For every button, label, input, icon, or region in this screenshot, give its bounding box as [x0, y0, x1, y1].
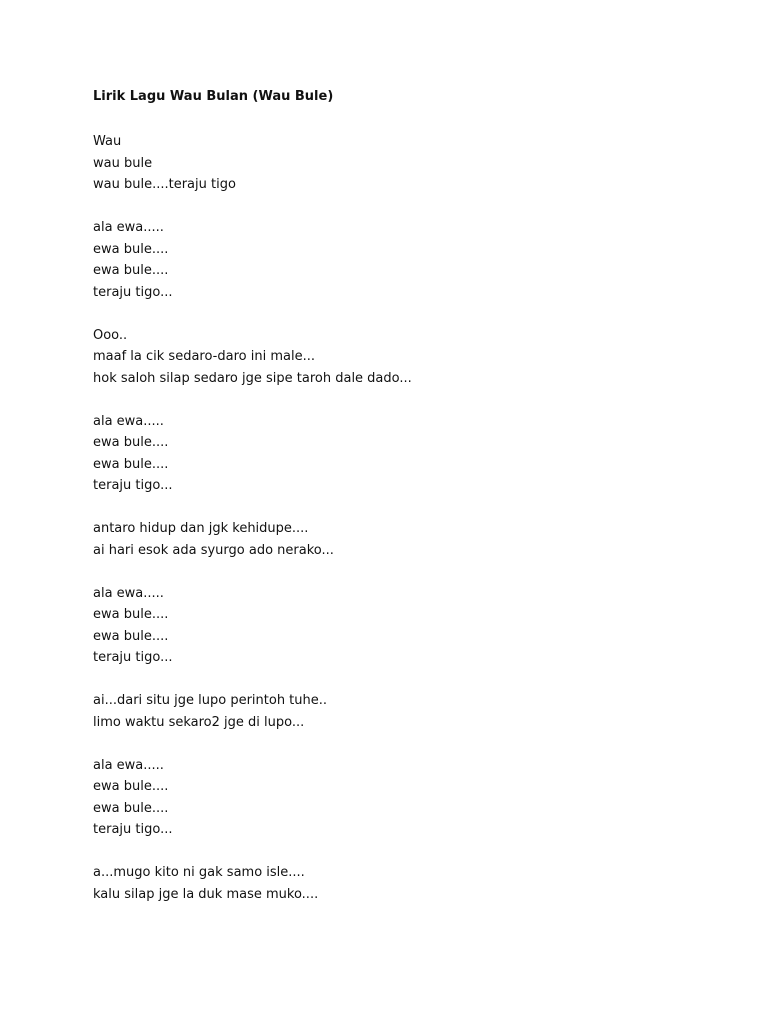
lyrics-line: a...mugo kito ni gak samo isle.... [93, 865, 305, 880]
lyrics-line: ewa bule.... [93, 800, 169, 816]
lyrics-line: ewa bule.... [93, 435, 169, 450]
lyrics-line: ewa bule.... [93, 241, 169, 257]
lyrics-line: ala ewa..... [93, 757, 164, 773]
lyrics-stanza [93, 862, 733, 905]
lyrics-stanza [93, 325, 733, 390]
lyrics-line: ai...dari situ jge lupo perintoh tuhe.. [93, 693, 328, 708]
lyrics-line: Ooo.. [93, 327, 128, 343]
lyrics-stanza [93, 690, 733, 733]
lyrics-line: ewa bule.... [93, 456, 169, 472]
lyrics-stanza [93, 217, 733, 303]
lyrics-line: wau bule....teraju tigo [93, 177, 236, 192]
lyrics-line: teraju tigo... [93, 284, 173, 300]
document-title: Lirik Lagu Wau Bulan (Wau Bule) [93, 89, 334, 104]
lyrics-line: ewa bule.... [93, 779, 169, 794]
lyrics-stanza [93, 583, 733, 669]
lyrics-line: ala ewa..... [93, 220, 164, 235]
lyrics-line: ala ewa..... [93, 585, 164, 601]
lyrics-line: hok saloh silap sedaro jge sipe taroh dale dado... [93, 370, 412, 386]
lyrics-line: ala ewa..... [93, 413, 164, 429]
lyrics-stanza [93, 411, 733, 497]
lyrics-stanza [93, 518, 733, 561]
lyrics-line: teraju tigo... [93, 650, 173, 665]
lyrics-line: Wau [93, 134, 122, 149]
lyrics-line: teraju tigo... [93, 478, 173, 493]
lyrics-stanza [93, 131, 733, 196]
lyrics-line: maaf la cik sedaro-daro ini male... [93, 349, 315, 364]
lyrics-line: ewa bule.... [93, 607, 169, 622]
lyrics-line: ai hari esok ada syurgo ado nerako... [93, 542, 334, 558]
lyrics-body [93, 131, 733, 927]
lyrics-line: teraju tigo... [93, 822, 173, 837]
lyrics-line: ewa bule.... [93, 628, 169, 644]
lyrics-line: ewa bule.... [93, 263, 169, 278]
lyrics-stanza [93, 755, 733, 841]
lyrics-line: kalu silap jge la duk mase muko.... [93, 886, 319, 902]
lyrics-line: wau bule [93, 155, 153, 171]
lyrics-line: limo waktu sekaro2 jge di lupo... [93, 714, 305, 730]
lyrics-line: antaro hidup dan jgk kehidupe.... [93, 521, 309, 536]
